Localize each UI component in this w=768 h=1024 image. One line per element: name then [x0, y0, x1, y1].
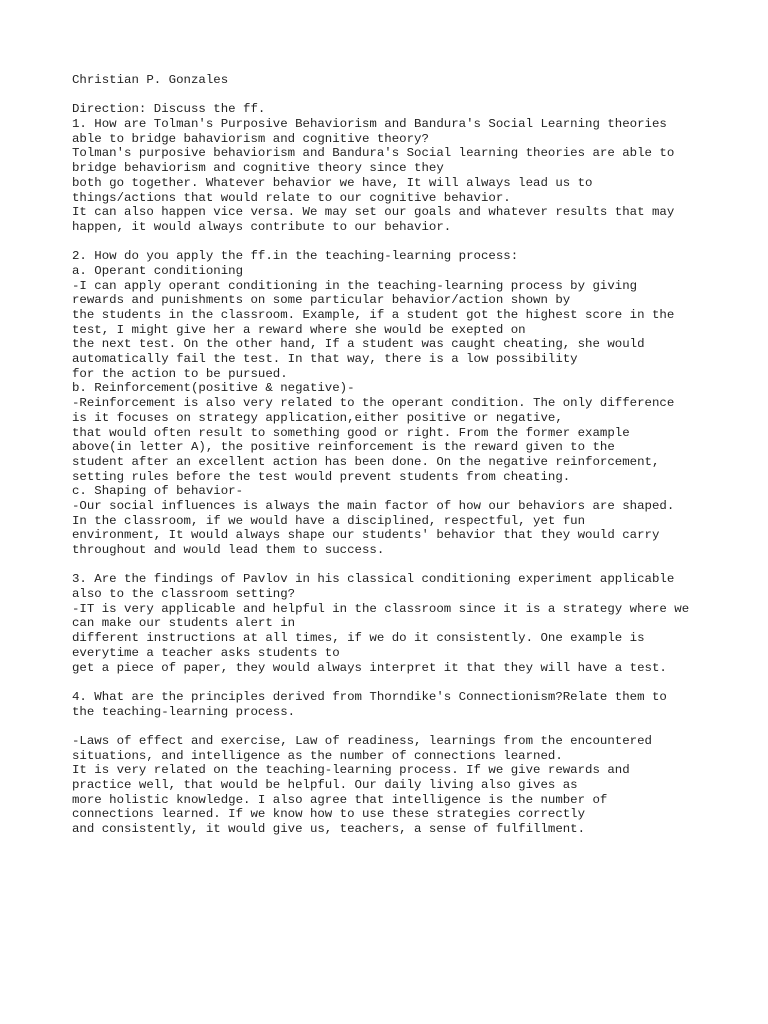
section-heading-b: b. Reinforcement(positive & negative)-	[72, 381, 355, 396]
answer-3-line: get a piece of paper, they would always interpret it that they will have a test.	[72, 660, 667, 675]
answer-4-line: It is very related on the teaching-learning process. If we give rewards and	[72, 763, 630, 778]
answer-2a-line: automatically fail the test. In that way, there is a low possibility	[72, 352, 578, 367]
answer-4-line: practice well, that would be helpful. Our daily living also gives as	[72, 778, 578, 792]
answer-3-line: can make our students alert in	[72, 616, 296, 631]
answer-4-line: connections learned. If we know how to use these strategies correctly	[72, 807, 586, 822]
answer-4-line: situations, and intelligence as the number of connections learned.	[72, 748, 563, 763]
section-heading-a: a. Operant conditioning	[72, 263, 244, 278]
question-3-line: also to the classroom setting?	[72, 587, 296, 602]
answer-2b-line: setting rules before the test would prevent students from cheating.	[72, 469, 571, 484]
answer-1-line: bridge behaviorism and cognitive theory since they	[72, 161, 444, 176]
answer-4-line: more holistic knowledge. I also agree that intelligence is the number of	[72, 792, 608, 807]
answer-2b-line: -Reinforcement is also very related to the operant condition. The only difference	[72, 396, 675, 411]
answer-2c-line: throughout and would lead them to success.	[72, 543, 385, 557]
author-name: Christian P. Gonzales	[72, 73, 229, 87]
answer-1-line: happen, it would always contribute to our behavior.	[72, 219, 452, 234]
question-1-line: able to bridge bahaviorism and cognitive theory?	[72, 131, 429, 146]
answer-2a-line: test, I might give her a reward where she would be exepted on	[72, 322, 526, 337]
spacer	[72, 675, 762, 690]
answer-1-line: It can also happen vice versa. We may set our goals and whatever results that may	[72, 205, 675, 220]
answer-1-line: things/actions that would relate to our cognitive behavior.	[72, 190, 511, 205]
question-4-line: the teaching-learning process.	[72, 704, 296, 719]
answer-2a-line: -I can apply operant conditioning in the teaching-learning process by giving	[72, 278, 638, 293]
answer-3-line: -IT is very applicable and helpful in the classroom since it is a strategy where we	[72, 601, 690, 616]
answer-2a-line: for the action to be pursued.	[72, 366, 288, 381]
answer-2c-line: -Our social influences is always the main factor of how our behaviors are shaped.	[72, 498, 675, 513]
answer-2a-line: rewards and punishments on some particular behavior/action shown by	[72, 293, 571, 308]
answer-2c-line: In the classroom, if we would have a disciplined, respectful, yet fun	[72, 513, 586, 528]
spacer	[72, 235, 762, 250]
answer-2c-line: environment, It would always shape our students' behavior that they would carry	[72, 528, 660, 543]
document-page	[72, 73, 762, 837]
direction-text: Direction: Discuss the ff.	[72, 102, 266, 117]
spacer	[72, 88, 762, 103]
question-4-line: 4. What are the principles derived from Thorndike's Connectionism?Relate them to	[72, 689, 667, 704]
answer-4-line: -Laws of effect and exercise, Law of readiness, learnings from the encountered	[72, 733, 652, 748]
answer-1-line: Tolman's purposive behaviorism and Bandura's Social learning theories are able to	[72, 146, 675, 161]
section-heading-c: c. Shaping of behavior-	[72, 484, 244, 499]
spacer	[72, 558, 762, 573]
spacer	[72, 719, 762, 734]
question-3-line: 3. Are the findings of Pavlov in his classical conditioning experiment applicable	[72, 572, 675, 587]
answer-2b-line: that would often result to something good or right. From the former example	[72, 425, 630, 440]
answer-2b-line: is it focuses on strategy application,either positive or negative,	[72, 410, 563, 425]
answer-3-line: different instructions at all times, if we do it consistently. One example is	[72, 631, 645, 646]
answer-4-line: and consistently, it would give us, teachers, a sense of fulfillment.	[72, 822, 586, 837]
question-2-line: 2. How do you apply the ff.in the teaching-learning process:	[72, 249, 519, 264]
answer-1-line: both go together. Whatever behavior we have, It will always lead us to	[72, 175, 593, 190]
answer-3-line: everytime a teacher asks students to	[72, 645, 340, 660]
answer-2b-line: student after an excellent action has been done. On the negative reinforcement,	[72, 454, 660, 469]
answer-2b-line: above(in letter A), the positive reinforcement is the reward given to the	[72, 440, 615, 455]
answer-2a-line: the students in the classroom. Example, if a student got the highest score in the	[72, 308, 675, 322]
answer-2a-line: the next test. On the other hand, If a student was caught cheating, she would	[72, 337, 645, 352]
question-1-line: 1. How are Tolman's Purposive Behaviorism and Bandura's Social Learning theories	[72, 117, 667, 132]
